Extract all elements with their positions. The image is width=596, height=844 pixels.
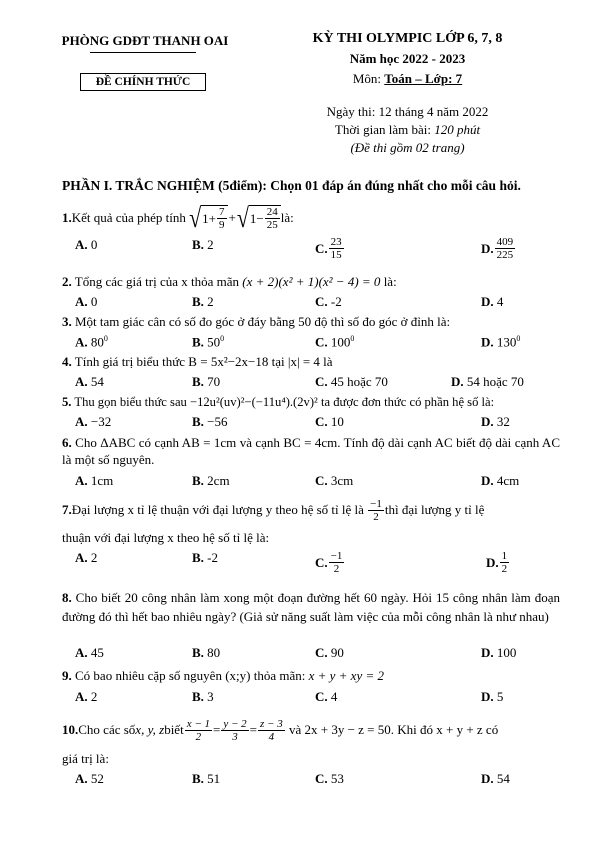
text-questions-7-ans-3-l: D. [481, 645, 494, 660]
text-questions-7-text: Cho biết 20 công nhân làm xong một đoạn đường hết 60 ngày. Hỏi 15 công nhân làm đoạn đường đó thì hết bao nhiêu ngày? (Giả sử năng suất làm việc của mỗi công nhân là như nhau) [62, 590, 560, 624]
text-questions-1-tail: là: [380, 274, 397, 289]
q3-answer-d [481, 334, 520, 350]
text-questions-9-fracs-2-n: z − 3 [260, 717, 283, 730]
frac-num: 7 [219, 206, 225, 218]
text-questions-4-ans-0-l: A. [75, 414, 88, 429]
math-part [265, 206, 280, 231]
math-part [258, 718, 285, 743]
text-questions-3-text: Tính giá trị biểu thức B = 5x²−2x−18 tại |x| = 4 là [71, 354, 333, 369]
text-questions-7-ans-2-v: 90 [327, 645, 344, 660]
text-questions-2-ans-0-l: A. [75, 334, 88, 350]
text-questions-8-text: Có bao nhiêu cặp số nguyên (x;y) thỏa mãn: [71, 668, 309, 683]
text-questions-2-ans-0-v: 80 [87, 334, 104, 350]
text-questions-2-ans-3-v: 130 [493, 334, 517, 350]
text-questions-5-ans-0-v: 1cm [87, 473, 114, 488]
q10-answer-c [315, 771, 344, 787]
q9-answer-b [192, 689, 214, 705]
question-9 [62, 668, 560, 684]
text-questions-8-ans-3-l: D. [481, 689, 494, 704]
text-questions-4-num: 5. [62, 395, 72, 409]
question-text: Kết quả của phép tính [71, 210, 186, 225]
text-questions-2-ans-2-l: C. [315, 334, 328, 350]
q4-answer-b [192, 374, 220, 390]
q6-answer-a [75, 473, 113, 489]
q1-answer-d [481, 236, 516, 261]
text-questions-6-ans-2-d: 2 [333, 563, 340, 575]
text-questions-9-fracs-1-d: 3 [232, 730, 238, 743]
text-questions-4-ans-0-v: −32 [87, 414, 112, 429]
text-questions-0-ans-2-n: 23 [330, 236, 342, 248]
text-questions-6-ans-1-v: -2 [203, 550, 219, 565]
q10-answer-a [75, 771, 104, 787]
text-questions-2-ans-2-v: 100 [327, 334, 351, 350]
question-2 [62, 274, 560, 290]
q5-answer-b [192, 414, 228, 430]
text-questions-8-ans-1-l: B. [192, 689, 204, 704]
text-questions-2-deg: 0 [516, 334, 521, 343]
q4-answer-a [75, 374, 104, 390]
text-questions-9-num: 10. [62, 722, 79, 737]
text-questions-5-num: 6. [62, 435, 72, 450]
subject-value: Toán – Lớp: 7 [384, 71, 463, 86]
frac-num: 24 [266, 206, 278, 218]
text-questions-7-ans-0-l: A. [75, 645, 88, 660]
math-one: 1 [202, 210, 209, 226]
q3-answer-b [192, 334, 224, 350]
text-questions-9-ans-0-l: A. [75, 771, 88, 786]
text-questions-9-fracs-1-n: y − 2 [223, 717, 247, 730]
text-questions-8-ans-2-v: 4 [327, 689, 338, 704]
text-questions-6-ans-0-v: 2 [87, 550, 98, 565]
question-3 [62, 314, 560, 330]
question-4 [62, 354, 560, 370]
text-questions-0-ans-2-l: C. [315, 240, 328, 256]
text-questions-0-ans-1-l: B. [192, 237, 204, 252]
q1-answer-c [315, 236, 345, 261]
text-questions-3-ans-1-l: B. [192, 374, 204, 389]
text-questions-5-ans-0-l: A. [75, 473, 88, 488]
math-part [329, 550, 345, 575]
text-questions-5-text: Cho ΔABC có cạnh AB = 1cm và cạnh BC = 4cm. Tính độ dài cạnh AC biết độ dài cạnh AC là một số nguyên. [62, 435, 560, 467]
text-questions-6-ans-3-l: D. [486, 554, 499, 570]
text-questions-2-ans-1-l: B. [192, 334, 204, 350]
text-questions-2-ans-3-l: D. [481, 334, 494, 350]
text-questions-2-text: Một tam giác cân có số đo góc ở đáy bằng 50 độ thì số đo góc ở đỉnh là: [71, 314, 451, 329]
text-questions-1-text: Tổng các giá trị của x thỏa mãn [71, 274, 243, 289]
text-questions-9-ans-2-v: 53 [327, 771, 344, 786]
text-questions-0-ans-1-v: 2 [203, 237, 214, 252]
math-expression: x + y + xy = 2 [308, 668, 384, 683]
text-questions-6-ans-3-d: 2 [501, 563, 508, 575]
question-tail: là: [280, 210, 294, 225]
text-questions-5-ans-3-v: 4cm [493, 473, 520, 488]
q6-answer-d [481, 473, 519, 489]
math-part [221, 718, 248, 743]
question-7 [62, 495, 560, 525]
text-questions-0-ans-0-v: 0 [87, 237, 98, 252]
question-number: 1. [62, 210, 72, 225]
question-10-line2: giá trị là: [62, 751, 109, 766]
math-part: 1 − $\frac{24}{25}$ [249, 205, 281, 231]
q9-answer-d [481, 689, 503, 705]
text-questions-3-ans-0-l: A. [75, 374, 88, 389]
official-exam-box: ĐỀ CHÍNH THỨC [80, 73, 206, 91]
text-questions-2-num: 3. [62, 314, 72, 329]
text-questions-8-ans-0-v: 2 [87, 689, 98, 704]
text-questions-1-ans-3-l: D. [481, 294, 494, 309]
text-questions-4-ans-3-l: D. [481, 414, 494, 429]
text-questions-7-ans-3-v: 100 [493, 645, 517, 660]
subject-label: Môn: [352, 71, 385, 86]
math-part: √ [189, 201, 202, 233]
question-5 [62, 394, 560, 410]
q2-answer-a [75, 294, 97, 310]
text-questions-2-deg: 0 [220, 334, 225, 343]
sqrt-expression-2 [236, 201, 281, 233]
q9-answer-c [315, 689, 337, 705]
q8-answer-d [481, 645, 516, 661]
q1-answer-a [75, 237, 97, 253]
q7-answer-b [192, 550, 218, 566]
text-questions-2-deg: 0 [103, 334, 108, 343]
text-questions-5-ans-1-v: 2cm [203, 473, 230, 488]
text-questions-3-ans-2-l: C. [315, 374, 328, 389]
question-8 [62, 588, 560, 626]
q4-answer-c [315, 374, 388, 390]
duration-label: Thời gian làm bài: [334, 122, 435, 137]
frac-den: 9 [219, 219, 225, 231]
text-questions-3-ans-0-v: 54 [87, 374, 104, 389]
text-questions-2-deg: 0 [350, 334, 355, 343]
text-questions-2-ans-1-v: 50 [203, 334, 221, 350]
q3-answer-c [315, 334, 354, 350]
text-questions-7-ans-2-l: C. [315, 645, 328, 660]
text-questions-4-ans-2-l: C. [315, 414, 328, 429]
text-questions-6-ans-0-l: A. [75, 550, 88, 565]
text-questions-0-ans-3-l: D. [481, 240, 494, 256]
text-questions-9-vars: x, y, z [135, 722, 165, 737]
q10-answer-b [192, 771, 220, 787]
q8-answer-c [315, 645, 344, 661]
text-questions-1-ans-2-l: C. [315, 294, 328, 309]
subject-line [290, 71, 525, 87]
text-questions-8-num: 9. [62, 668, 72, 683]
text-questions-5-ans-1-l: B. [192, 473, 204, 488]
text-questions-3-ans-2-v: 45 hoặc 70 [327, 374, 388, 389]
math-part [495, 236, 516, 261]
sqrt-expression-1 [189, 201, 227, 233]
header-divider [90, 52, 196, 53]
exam-date: Ngày thi: 12 tháng 4 năm 2022 [326, 104, 489, 119]
q2-answer-d [481, 294, 503, 310]
q5-answer-d [481, 414, 510, 430]
text-questions-6-ans-2-l: C. [315, 554, 328, 570]
text-questions-6-tail: thì đại lượng y tỉ lệ [384, 502, 485, 517]
math-expression: (x + 2)(x² + 1)(x² − 4) = 0 [242, 274, 381, 289]
question-10: 10. Cho các số x, y, z biết x − 1 2 = y − 2 3 = z − 3 4 và 2x + 3y − z = 50. Khi đó x + y + z có [62, 717, 499, 743]
text-questions-7-ans-1-v: 80 [203, 645, 221, 660]
math-one: 1 [249, 210, 257, 226]
text-questions-5-ans-2-v: 3cm [327, 473, 354, 488]
text-questions-8-ans-1-v: 3 [203, 689, 214, 704]
text-questions-1-ans-3-v: 4 [493, 294, 504, 309]
department-name: PHÒNG GDĐT THANH OAI [61, 33, 229, 48]
text-questions-8-ans-3-v: 5 [493, 689, 504, 704]
text-questions-0-ans-3-n: 409 [496, 236, 514, 248]
part1-title: PHẦN I. TRẮC NGHIỆM (5điểm): Chọn 01 đáp án đúng nhất cho mỗi câu hỏi. [62, 178, 521, 193]
text-questions-6-ans-2-n: −1 [330, 550, 343, 562]
q10-answer-d [481, 771, 510, 787]
frac-den: 25 [266, 219, 278, 231]
question-7-line2: thuận với đại lượng x theo hệ số tỉ lệ là: [62, 530, 270, 545]
text-questions-9-text: Cho các số [78, 722, 136, 737]
text-questions-1-ans-0-v: 0 [87, 294, 98, 309]
text-questions-1-ans-1-v: 2 [203, 294, 214, 309]
text-questions-9-ans-1-v: 51 [203, 771, 221, 786]
math-part [185, 718, 212, 743]
text-questions-0-ans-3-d: 225 [496, 249, 514, 261]
text-questions-4-ans-1-l: B. [192, 414, 204, 429]
q2-answer-c [315, 294, 342, 310]
text-questions-6-ans-3-n: 1 [501, 550, 508, 562]
text-questions-5-ans-3-l: D. [481, 473, 494, 488]
text-questions-1-ans-0-l: A. [75, 294, 88, 309]
pages-note: (Đề thi gồm 02 trang) [350, 140, 465, 155]
text-questions-9-cond: và 2x + 3y − z = 50. Khi đó x + y + z có [288, 722, 499, 737]
q6-answer-b [192, 473, 230, 489]
text-questions-7-num: 8. [62, 590, 72, 605]
math-part [500, 550, 510, 575]
text-questions-4-ans-1-v: −56 [203, 414, 228, 429]
school-year: Năm học 2022 - 2023 [349, 51, 466, 66]
text-questions-0-ans-0-l: A. [75, 237, 88, 252]
q5-answer-c [315, 414, 344, 430]
text-questions-1-num: 2. [62, 274, 72, 289]
text-questions-1-ans-2-v: -2 [327, 294, 342, 309]
text-questions-9-ans-3-l: D. [481, 771, 494, 786]
text-questions-9-ans-2-l: C. [315, 771, 328, 786]
q3-answer-a [75, 334, 108, 350]
text-questions-9-ans-0-v: 52 [87, 771, 104, 786]
text-questions-6-num: 7. [62, 502, 72, 517]
q4-answer-d [451, 374, 524, 390]
text-questions-7-ans-0-v: 45 [87, 645, 104, 660]
q5-answer-a [75, 414, 111, 430]
text-questions-6-text: Đại lượng x tỉ lệ thuận với đại lượng y theo hệ số tỉ lệ là [71, 502, 364, 517]
text-questions-7-ans-1-l: B. [192, 645, 204, 660]
q7-answer-a [75, 550, 97, 566]
q8-answer-b [192, 645, 220, 661]
q7-answer-d [486, 550, 510, 575]
question-6 [62, 434, 560, 468]
text-questions-9-fracs-0-d: 2 [195, 730, 202, 743]
q2-answer-b [192, 294, 214, 310]
math-part: √ [236, 201, 249, 233]
text-questions-5-ans-2-l: C. [315, 473, 328, 488]
text-questions-4-ans-3-v: 32 [493, 414, 510, 429]
math-part [329, 236, 344, 261]
text-questions-3-ans-3-v: 54 hoặc 70 [463, 374, 524, 389]
text-questions-6-frac-n: −1 [370, 497, 382, 510]
text-questions-1-ans-1-l: B. [192, 294, 204, 309]
duration-line [290, 122, 525, 138]
q9-answer-a [75, 689, 97, 705]
text-questions-9-fracs-0-n: x − 1 [186, 717, 210, 730]
q7-answer-c [315, 550, 345, 575]
math-part [368, 498, 384, 523]
text-questions-9-ans-3-v: 54 [493, 771, 510, 786]
math-part [217, 206, 227, 231]
q6-answer-c [315, 473, 353, 489]
text-questions-9-fracs-2-d: 4 [268, 730, 275, 743]
text-questions-3-num: 4. [62, 354, 72, 369]
question-1: 1. Kết quả của phép tính √ 1 + $\frac{7}{9}$ + √ 1 − $\frac{24}{25}$ là: [62, 201, 294, 233]
text-questions-0-ans-2-d: 15 [330, 249, 342, 261]
text-questions-9-ans-1-l: B. [192, 771, 204, 786]
text-questions-6-frac-d: 2 [373, 510, 379, 523]
math-part: 1 + $\frac{7}{9}$ [201, 205, 227, 231]
text-questions-3-ans-1-v: 70 [203, 374, 221, 389]
exam-title: KỲ THI OLYMPIC LỚP 6, 7, 8 [312, 31, 503, 46]
text-questions-9-mid: biết [164, 722, 184, 737]
text-questions-8-ans-2-l: C. [315, 689, 328, 704]
q8-answer-a [75, 645, 104, 661]
text-questions-6-ans-1-l: B. [192, 550, 204, 565]
text-questions-4-text: Thu gọn biểu thức sau −12u²(uv)²−(−11u⁴).(2v)² ta được đơn thức có phần hệ số là: [71, 395, 495, 409]
duration-value: 120 phút [434, 122, 481, 137]
text-questions-8-ans-0-l: A. [75, 689, 88, 704]
text-questions-3-ans-3-l: D. [451, 374, 464, 389]
q1-answer-b [192, 237, 214, 253]
text-questions-4-ans-2-v: 10 [327, 414, 344, 429]
